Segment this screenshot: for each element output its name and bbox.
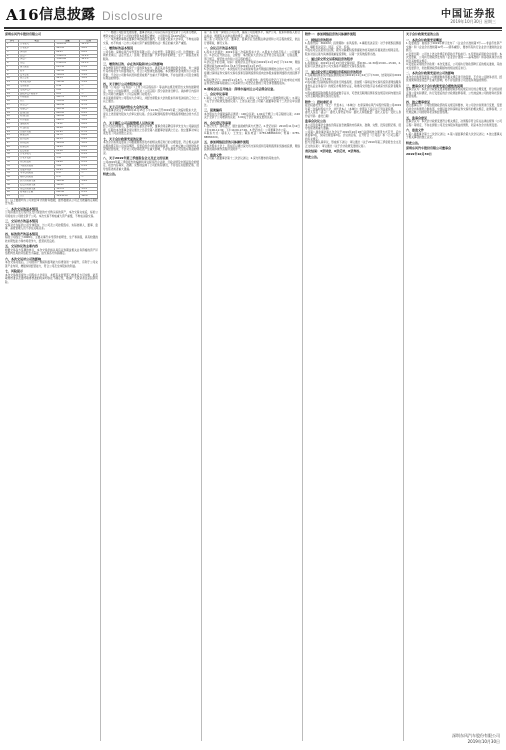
table-cell: 17 bbox=[6, 104, 19, 108]
table-header-cell: 金额 bbox=[55, 39, 80, 43]
table-cell: 24 bbox=[6, 130, 19, 134]
column-divider bbox=[403, 31, 404, 741]
table-cell: 基本每股收益 bbox=[19, 172, 55, 176]
table-cell: 412.70 bbox=[55, 96, 80, 100]
table-cell: 8.07 bbox=[55, 153, 80, 157]
table-cell: 14 bbox=[6, 92, 19, 96]
section-subheading: 8.现场会议召开地点：深圳市福田区公司总部会议室。 bbox=[204, 86, 277, 91]
table-cell: 23 bbox=[6, 126, 19, 130]
paragraph: 5.会议的召开方式：本次股东大会采用现场表决与网络投票相结合的方式召开。公司将通过深圳证券交易所交易系统和互联网投票系统向全体股东提供网络形式的投票平台。 bbox=[204, 68, 300, 78]
table-cell: 35.2% bbox=[80, 54, 98, 58]
table-cell: 612.88 bbox=[55, 191, 80, 195]
company-title: 深圳东风汽车股份有限公司 bbox=[5, 32, 42, 36]
table-cell: 每股收益 bbox=[19, 85, 55, 89]
paragraph: 公司第八届监事会第九次会议于2019年10月28日以现场结合通讯方式召开，应出席监事3名，实际出席监事3名。会议的召集、召开符合《公司法》和《公司章程》的有关规定。 bbox=[305, 130, 401, 141]
paragraph: 根据《公司法》《证券法》《上市公司章程指引》等法律法规及规范性文件的最新规定，结合公司实际情况，公司拟对《公司章程》部分条款进行修订。具体修订内容详见公司同日披露的《公司章程修订对照表》。 bbox=[103, 86, 199, 96]
table-cell: 每股净资产 bbox=[19, 88, 55, 92]
table-cell: 经营活动现金流 bbox=[19, 179, 55, 183]
table-cell: 3,540.78 bbox=[55, 54, 80, 58]
newspaper-logo: 中国证券报 bbox=[441, 9, 496, 20]
paragraph: 2.变更日期：公司自上述文件规定的起始日开始执行。3.变更前采用的会计政策：本次变更前，公司执行财政部发布的《企业会计准则——基本准则》和各项具体会计准则及其他相关规定。 bbox=[406, 52, 502, 63]
table-cell: 5 bbox=[6, 58, 19, 62]
table-cell: 0.4% bbox=[80, 145, 98, 149]
table-cell: 营业收入 bbox=[19, 43, 55, 47]
table-cell: 6.23 bbox=[55, 92, 80, 96]
paragraph: 根据交易各方签署的协议，本次交易价格以具有证券期货相关业务资格的资产评估机构出具的评估报告为基础，由交易各方协商确定。 bbox=[5, 248, 98, 256]
paragraph: （二）本次增资事项在董事会审批权限范围内，无需提交股东大会审议，不构成关联交易，亦不构成《上市公司重大资产重组管理办法》规定的重大资产重组。 bbox=[103, 38, 199, 45]
column-5 bbox=[406, 31, 502, 746]
table-cell: 10 bbox=[6, 77, 19, 81]
section-subheading: 五、监事会意见 bbox=[406, 115, 428, 120]
paragraph: 公司2019年第三季度报告的编制和审议程序符合法律、行政法规及中国证监会的规定，报告内容真实、准确、完整地反映了公司的实际情况，不存在任何虚假记载、误导性陈述或者重大遗漏。 bbox=[103, 160, 199, 171]
section-subheading: 五、交易协议的主要内容 bbox=[5, 244, 39, 249]
table-cell: 现金流量 bbox=[19, 66, 55, 70]
paragraph: 3.股东对总议案进行投票，视为对除累积投票提案外的其他所有提案表达相同意见。股东对总议案与具体提案重复投票时，以第一次有效投票为准。 bbox=[305, 49, 401, 56]
table-cell: 盈余公积 bbox=[19, 77, 55, 81]
table-cell: 2.1% bbox=[80, 66, 98, 70]
paragraph: 董事会认为：本次会计政策变更是根据财政部相关规定进行的合理变更，符合相关规定和公司实际情况，执行变更后的会计政策能够客观、公允地反映公司的财务状况和经营成果。 bbox=[406, 88, 502, 98]
table-cell: 无形资产 bbox=[19, 107, 55, 111]
table-cell: 12.5% bbox=[80, 43, 98, 47]
section-subheading: 二、本次交易的基本情况 bbox=[5, 206, 39, 211]
table-cell: 投资收益 bbox=[19, 149, 55, 153]
table-cell: 0.4% bbox=[80, 126, 98, 130]
table-cell: 6 bbox=[6, 62, 19, 66]
table-cell: 15 bbox=[6, 96, 19, 100]
table-cell: 512.90 bbox=[55, 81, 80, 85]
table-cell: 30 bbox=[6, 153, 19, 157]
table-cell: 少数股东损益 bbox=[19, 164, 55, 168]
section-subheading: 八、关于2019年第三季度报告全文及正文的议案 bbox=[103, 156, 169, 160]
table-cell: 28 bbox=[6, 145, 19, 149]
table-cell: 32 bbox=[6, 161, 19, 165]
table-cell: 1.2% bbox=[80, 107, 98, 111]
table-cell: 21.1% bbox=[80, 62, 98, 66]
table-cell: 短期借款 bbox=[19, 115, 55, 119]
table-cell: 37 bbox=[6, 179, 19, 183]
paragraph: 委托人签名（盖章）：委托人身份证号码：委托人持股数量：受托人签名：受托人身份证号码：委托日期： bbox=[305, 111, 401, 118]
section-subheading: 一、会议召开的基本情况 bbox=[204, 46, 238, 50]
table-cell: 100% bbox=[80, 195, 98, 199]
table-cell: 7 bbox=[6, 66, 19, 70]
table-cell: 稀释每股收益 bbox=[19, 176, 55, 180]
section-subheading: 附件二：授权委托书 bbox=[305, 99, 333, 104]
page-number: A16 bbox=[6, 6, 39, 24]
table-cell: 3.0% bbox=[80, 119, 98, 123]
table-cell: 125.15 bbox=[55, 187, 80, 191]
table-cell: 44.08 bbox=[55, 126, 80, 130]
paragraph: 兹全权委托先生（女士）代表本人（本单位）出席深圳东风汽车股份有限公司2019年第二次临时股东大会，并代表本人（本单位）依照以下指示对下列议案投票。 bbox=[305, 104, 401, 111]
table-cell: — bbox=[80, 183, 98, 187]
section-subheading: 附件一：参加网络投票的具体操作流程 bbox=[305, 32, 357, 36]
section-subheading: 2019年10月30日 bbox=[406, 151, 432, 156]
paragraph: 标的公司成立于2008年，主要从事汽车零部件的研发、生产和销售，具有较强的技术研发能力和市场竞争力，经营状况良好。 bbox=[5, 236, 98, 243]
table-cell: 39 bbox=[6, 187, 19, 191]
table-cell: 0.7% bbox=[80, 130, 98, 134]
table-cell: 76.12 bbox=[55, 123, 80, 127]
table-cell: 预收款项 bbox=[19, 123, 55, 127]
section-subheading: 监事会决议公告 bbox=[305, 119, 327, 123]
section-subheading: 四、标的资产的基本情况 bbox=[5, 231, 39, 236]
table-cell: 2 bbox=[6, 47, 19, 51]
table-cell: 6.1% bbox=[80, 191, 98, 195]
table-cell: 8 bbox=[6, 69, 19, 73]
paragraph: 2.股东通过互联网投票系统进行网络投票，需按照《深圳证券交易所投资者网络服务身份认证业务指引》的规定办理身份认证，取得深交所数字证书或深交所投资者服务密码。 bbox=[305, 81, 401, 91]
table-cell: 1.0% bbox=[80, 77, 98, 81]
table-cell: 35 bbox=[6, 172, 19, 176]
table-cell: 96.54 bbox=[55, 77, 80, 81]
paragraph: 3.股东根据获取的服务密码或数字证书，可登录互联网投票系统在规定时间内通过深交所互联网投票系统进行投票。 bbox=[305, 91, 401, 98]
table-cell: 6.4% bbox=[80, 111, 98, 115]
table-cell: 其他应付款 bbox=[19, 130, 55, 134]
paragraph: 1.审议《关于修订公司章程的议案》；2.审议《关于全资子公司增资的议案》；3.审议《关于会计政策变更的议案》。上述议案已经公司第八届董事会第十二次会议审议通过。 bbox=[204, 96, 300, 107]
table-cell: 总资产 bbox=[19, 54, 55, 58]
table-cell: 3.1% bbox=[80, 73, 98, 77]
paragraph: 本次股东大会提案编码示例表：100总议案；1.00关于修订公司章程的议案；2.00关于全资子公司增资的议案；3.00关于会计政策变更的议案。 bbox=[204, 112, 300, 119]
paragraph: 第二条 公司股东大会、董事会、监事会应当按照法律法规和公司章程的规定，依法行使职权，履行义务。 bbox=[204, 38, 300, 45]
paragraph: 4.会议召开的日期、时间：现场会议召开时间为2019年11月15日下午14:30；网络投票时间为2019年11月14日至2019年11月15日。 bbox=[204, 61, 300, 68]
table-cell: 0.0% bbox=[80, 157, 98, 161]
table-cell: 980.44 bbox=[55, 104, 80, 108]
paragraph: 注：以上数据均为公司未经审计的财务数据，最终数据以公司正式披露的定期报告为准。 bbox=[5, 198, 98, 206]
section-subheading: 五、关于召开临时股东大会的议案 bbox=[103, 104, 149, 109]
section-subheading: 三、通过深交所互联网投票系统投票的程序 bbox=[305, 69, 363, 74]
section-subheading: 二、会议审议事项 bbox=[204, 92, 229, 96]
table-cell: 1.2% bbox=[80, 187, 98, 191]
table-cell: 88.45 bbox=[55, 50, 80, 54]
table-cell: 502.00 bbox=[55, 69, 80, 73]
table-cell: 5.1% bbox=[80, 81, 98, 85]
table-cell: 长期借款 bbox=[19, 111, 55, 115]
column-4 bbox=[305, 31, 401, 746]
paragraph: 公司拟通过发行股份及支付现金的方式购买标的资产，本次交易完成后，标的公司将成为公司的全资子公司。本次交易不构成重大资产重组，不构成关联交易。 bbox=[5, 211, 98, 218]
table-cell: 合计 bbox=[19, 195, 55, 199]
table-cell: 120.36 bbox=[55, 107, 80, 111]
table-cell: 管理费用 bbox=[19, 142, 55, 146]
financial-table bbox=[5, 39, 98, 199]
table-cell: 所得税费用 bbox=[19, 161, 55, 165]
table-cell: 21 bbox=[6, 119, 19, 123]
section-subheading: 深圳东风汽车股份有限公司董事会 bbox=[406, 146, 452, 150]
section-subheading: 一、网络投票的程序 bbox=[305, 37, 333, 42]
paragraph: 公司名称：深圳东风汽车零部件有限公司；企业类型：有限责任公司；注册地址：深圳市龙岗区；法定代表人：张明；经营范围：汽车零部件的研发、生产、销售及技术服务。 bbox=[103, 50, 199, 61]
table-cell: 9 bbox=[6, 73, 19, 77]
table-cell: 12 bbox=[6, 85, 19, 89]
table-cell: 16 bbox=[6, 100, 19, 104]
section-subheading: 三、交易对方的基本情况 bbox=[5, 219, 39, 224]
table-header-cell: 序号 bbox=[6, 39, 19, 43]
table-body bbox=[6, 43, 98, 199]
column-divider bbox=[100, 31, 101, 741]
section-subheading: 四、会议登记等事项 bbox=[204, 120, 232, 125]
table-cell: 14.1% bbox=[80, 58, 98, 62]
paragraph: 1.股东大会届次：2019年第二次临时股东大会。2.股东大会的召集人：公司董事会。3.会议召开的合法、合规性：本次股东大会会议召开符合有关法律、行政法规、部门规章、规范性文件和公司章程的规定。 bbox=[204, 50, 300, 61]
paragraph: 1.投票代码：360XXX；投票简称：东风投票。2.填报表决意见：对于非累积投票提案，填报表决意见：同意、反对、弃权。 bbox=[305, 42, 401, 49]
paragraph: 本次交易完成后，公司的资产规模和盈利能力将得到进一步提升，有利于公司完善产业布局，增强持续经营能力，符合公司及全体股东的利益。 bbox=[5, 261, 98, 268]
footer-company: 深圳东风汽车股份有限公司 bbox=[452, 733, 500, 738]
paragraph: 独立董事认为：公司依照财政部的有关规定和要求，对公司会计政策进行变更，变更后的会计政策符合财政部、中国证监会和深圳证券交易所的相关规定，能够客观、公允地反映公司的财务状况和经营成果。 bbox=[406, 104, 502, 114]
table-cell: 20 bbox=[6, 115, 19, 119]
table-cell: — bbox=[80, 88, 98, 92]
table-cell: 92.35 bbox=[55, 138, 80, 142]
column-2 bbox=[103, 31, 199, 746]
table-cell: 负债 bbox=[19, 62, 55, 66]
paragraph: （一）根据公司经营发展需要，董事会同意公司以自有资金对全资子公司进行增资，增资完成后全资子公司的注册资本将相应增加，公司仍持有其100%股权。 bbox=[103, 31, 199, 38]
paragraph: 监事会认为：本次会计政策变更符合相关规定，决策程序符合有关法律法规和《公司章程》等规定，不存在损害公司及全体股东利益的情形，同意本次会计政策变更。 bbox=[406, 120, 502, 127]
table-cell: 29.48 bbox=[55, 161, 80, 165]
table-cell: 36 bbox=[6, 176, 19, 180]
table-cell: 营业外收入 bbox=[19, 153, 55, 157]
paragraph: 本次增资有利于增强全资子公司的资本实力，满足其业务发展的资金需求，进一步提升其市场竞争力和盈利能力，符合公司整体发展战略。本次增资资金来源为公司自有资金，不会对公司财务状况和经营成果产生重大不利影响，不存在损害公司及全体股东利益的情形。 bbox=[103, 66, 199, 80]
table-cell: 13 bbox=[6, 88, 19, 92]
table-cell: 净资产 bbox=[19, 58, 55, 62]
section-subheading: 七、关于会计政策变更的议案 bbox=[103, 136, 143, 141]
table-cell: -96.25 bbox=[55, 183, 80, 187]
table-cell: 5.0% bbox=[80, 69, 98, 73]
paragraph: 公司董事会决定于2019年11月15日下午14:30召开2019年第二次临时股东大会，审议上述需提交股东大会审议的议案。会议采取现场投票与网络投票相结合的方式召开。 bbox=[103, 109, 199, 119]
paragraph: 1.公司第八届董事会第十二次会议决议；2.深交所要求的其他文件。 bbox=[204, 157, 282, 160]
table-cell: 33 bbox=[6, 164, 19, 168]
page-footer bbox=[452, 733, 500, 745]
section-subheading: 特此公告。 bbox=[305, 154, 321, 159]
table-cell: 净利润 bbox=[19, 50, 55, 54]
table-cell: 29 bbox=[6, 149, 19, 153]
paragraph: 1.投票时间：2019年11月15日的交易时间，即9:30—11:30和13:00—15:00。2.股东可以登录证券公司交易客户端通过交易系统投票。 bbox=[305, 61, 401, 68]
section-subheading: 四、独立董事意见 bbox=[406, 99, 431, 104]
table-cell: 640.00 bbox=[55, 111, 80, 115]
table-cell: 4 bbox=[6, 54, 19, 58]
table-cell: 固定资产 bbox=[19, 104, 55, 108]
table-cell: 筹资活动现金流 bbox=[19, 187, 55, 191]
table-cell: 0.3% bbox=[80, 161, 98, 165]
table-cell: 11 bbox=[6, 81, 19, 85]
table-cell: 186.40 bbox=[55, 179, 80, 183]
section-subheading: 特此公告。 bbox=[103, 172, 119, 176]
table-cell: 期末现金余额 bbox=[19, 191, 55, 195]
table-cell: 2.83 bbox=[55, 88, 80, 92]
header-rule-thick bbox=[4, 27, 502, 29]
table-cell: — bbox=[80, 176, 98, 180]
table-cell: — bbox=[80, 92, 98, 96]
paragraph: 经公司总经理提名，董事会提名委员会审核，董事会同意聘任李华先生为公司副总经理，任期自本次董事会审议通过之日起至第八届董事会届满之日止。独立董事对本议案发表了同意的独立意见。 bbox=[103, 125, 199, 135]
table-cell: 58.71 bbox=[55, 134, 80, 138]
table-cell: 0.1% bbox=[80, 164, 98, 168]
section-subheading: 特此公告。 bbox=[406, 140, 422, 145]
page-header bbox=[6, 4, 500, 26]
table-cell: 380.00 bbox=[55, 115, 80, 119]
section-subheading: 三、提案编码 bbox=[204, 108, 223, 112]
table-cell: 3 bbox=[6, 50, 19, 54]
table-cell: 归母净利润 bbox=[19, 168, 55, 172]
paragraph: 交易对方为标的公司全体股东，与公司及公司控股股东、实际控制人、董事、监事、高级管理人员不存在关联关系。 bbox=[5, 223, 98, 231]
section-subheading: 六、备查文件 bbox=[406, 128, 425, 132]
section-subheading: 关于会计政策变更的公告 bbox=[406, 32, 440, 36]
table-cell: 财务费用 bbox=[19, 145, 55, 149]
paragraph: 经与会监事认真审议，形成如下决议：审议通过《关于2019年第三季度报告全文及正文的议案》；审议通过《关于会计政策变更的议案》。 bbox=[305, 141, 401, 148]
section-subheading: 七、风险提示 bbox=[5, 269, 24, 274]
section-title-en: Disclosure bbox=[102, 9, 164, 23]
table-cell: — bbox=[80, 172, 98, 176]
column-1 bbox=[5, 31, 98, 738]
table-cell: 研发费用 bbox=[19, 134, 55, 138]
table-cell: 0.18 bbox=[55, 85, 80, 89]
table-cell: 3.15 bbox=[55, 157, 80, 161]
table-cell: 0.1% bbox=[80, 153, 98, 157]
column-divider bbox=[201, 31, 202, 741]
paragraph: 1.变更原因：财政部于2019年修订发布了《企业会计准则第7号——非货币性资产交换》和《企业会计准则第12号——债务重组》，要求所有执行企业会计准则的企业施行。 bbox=[406, 42, 502, 52]
table-cell: 31 bbox=[6, 157, 19, 161]
table-cell: 65.93 bbox=[55, 130, 80, 134]
section-subheading: 三、董事会关于会计政策变更合理性的说明 bbox=[406, 83, 464, 88]
section-subheading: 三、增资的目的、存在的风险和对公司的影响 bbox=[103, 62, 164, 66]
section-subheading: 五、参加网络投票的具体操作流程 bbox=[204, 140, 250, 144]
table-cell: 应付账款 bbox=[19, 119, 55, 123]
table-cell: 965.10 bbox=[55, 47, 80, 51]
section-subheading: 六、备查文件 bbox=[204, 152, 223, 157]
table-cell: 0.8% bbox=[80, 168, 98, 172]
issue-date: 2019年10月30日 星期三 bbox=[450, 19, 496, 24]
table-header-cell: 比例 bbox=[80, 39, 98, 43]
table-cell: 0.2% bbox=[80, 149, 98, 153]
table-cell: 27 bbox=[6, 142, 19, 146]
section-title: 信息披露 bbox=[39, 7, 95, 23]
table-cell: 0.17 bbox=[55, 172, 80, 176]
table-cell: 26 bbox=[6, 138, 19, 142]
paragraph: 4.联系方式：联系人：王先生；联系电话：0755-8888XXXX；传真：0755-8888XXXX。 bbox=[204, 132, 300, 139]
section-subheading: 二、通过深交所交易系统投票的程序 bbox=[305, 57, 354, 61]
table-cell: 1 bbox=[6, 43, 19, 47]
table-cell: 资本公积 bbox=[19, 73, 55, 77]
section-subheading: 六、关于聘任公司高级管理人员的议案 bbox=[103, 120, 155, 125]
table-cell: 营业外支出 bbox=[19, 157, 55, 161]
column-divider bbox=[302, 31, 303, 741]
table-cell: 1.0% bbox=[80, 142, 98, 146]
paragraph: 第一条 为进一步规范公司运作，提高公司治理水平，保护公司、股东和债权人的合法权益，根据有关法律法规的规定，制定本办法。 bbox=[204, 31, 300, 38]
table-cell: 2,120.12 bbox=[55, 62, 80, 66]
table-cell: 34 bbox=[6, 168, 19, 172]
table-cell: 未分配利润 bbox=[19, 81, 55, 85]
section-subheading: 二、本次会计政策变更对公司的影响 bbox=[406, 71, 455, 75]
footer-date: 2019年10月30日 bbox=[467, 739, 500, 744]
table-cell: 1,256.32 bbox=[55, 43, 80, 47]
table-header-cell: 项目 bbox=[19, 39, 55, 43]
table-cell: 82.83 bbox=[55, 168, 80, 172]
table-cell: 应交税费 bbox=[19, 126, 55, 130]
table-cell: 8.8% bbox=[80, 50, 98, 54]
paragraph: 本次会计政策变更是公司根据财政部相关规定进行的变更，不会对公司财务状况、经营成果和现金流量产生重大影响，亦不存在损害公司及股东利益的情形。 bbox=[406, 75, 502, 82]
table-cell: 1.9% bbox=[80, 179, 98, 183]
column-3 bbox=[204, 31, 300, 746]
table-cell: 投资活动现金流 bbox=[19, 183, 55, 187]
table-cell: 25 bbox=[6, 134, 19, 138]
table-cell: 3.5% bbox=[80, 100, 98, 104]
table-cell: 9.6% bbox=[80, 47, 98, 51]
paragraph: 在本次股东大会上，股东可以通过深交所交易系统和互联网投票系统参加投票，网络投票的具体操作流程详见附件一。 bbox=[204, 144, 300, 151]
paragraph: 本公司及监事会全体成员保证信息披露的内容真实、准确、完整，没有虚假记载、误导性陈述或重大遗漏。 bbox=[305, 123, 401, 130]
section-subheading: 四、关于修订公司章程的议案 bbox=[103, 81, 143, 86]
paragraph: 本次交易尚需提交公司股东大会审议，并经有关监管部门核准后方可实施，能否取得核准以及最终取得核准的时间均存在不确定性，敬请广大投资者注意投资风险。 bbox=[5, 273, 98, 284]
table-cell: 19 bbox=[6, 111, 19, 115]
section-subheading: 表决结果：3票同意，0票反对，0票弃权。 bbox=[305, 149, 363, 153]
paragraph: 4.变更后采用的会计政策：本次变更后，公司将执行财政部修订后的相关准则，其他未变更部分，仍按照财政部前期颁布的相关规定执行。 bbox=[406, 63, 502, 70]
table-cell: 9.7% bbox=[80, 104, 98, 108]
table-cell: 销售费用 bbox=[19, 138, 55, 142]
table-row bbox=[6, 195, 98, 199]
table-cell: 41 bbox=[6, 195, 19, 199]
table-cell: 0.6% bbox=[80, 134, 98, 138]
column-1-text bbox=[5, 199, 98, 285]
section-subheading: 六、本次交易对公司的影响 bbox=[5, 256, 42, 261]
paragraph: 1.登记方式：现场登记、通过信函或传真方式登记。2.登记时间：2019年11月12日上午9:00-11:30，下午14:00-17:00。3.登记地点：公司董事会办公室。 bbox=[204, 125, 300, 132]
table-cell: 5.62 bbox=[55, 164, 80, 168]
table-cell: 0.9% bbox=[80, 138, 98, 142]
table-cell: 0.8% bbox=[80, 123, 98, 127]
table-cell: 22 bbox=[6, 123, 19, 127]
table-cell: 3.8% bbox=[80, 115, 98, 119]
section-subheading: 二、增资标的基本情况 bbox=[103, 46, 134, 50]
table-cell: 22.16 bbox=[55, 149, 80, 153]
table-cell: 18 bbox=[6, 107, 19, 111]
table-cell: 310.22 bbox=[55, 73, 80, 77]
table-cell: 4.1% bbox=[80, 96, 98, 100]
table-cell: 215.30 bbox=[55, 66, 80, 70]
table-cell: 38 bbox=[6, 183, 19, 187]
section-subheading: 一、本次会计政策变更概述 bbox=[406, 37, 443, 42]
table-cell: 298.57 bbox=[55, 119, 80, 123]
table-cell: 股本 bbox=[19, 69, 55, 73]
table-cell: 营业成本 bbox=[19, 47, 55, 51]
paragraph: 1.互联网投票系统开始投票的时间为2019年11月14日下午3:00，结束时间为2019年11月15日下午3:00。 bbox=[305, 74, 401, 81]
table-cell: 0.17 bbox=[55, 176, 80, 180]
table-cell: 1,420.66 bbox=[55, 58, 80, 62]
paragraph: 6.股权登记日：2019年11月8日。7.出席对象：截至股权登记日下午收市时在中国证券登记结算有限责任公司深圳分公司登记在册的公司全体普通股股东。 bbox=[204, 78, 300, 85]
table-cell: 104.82 bbox=[55, 142, 80, 146]
table-cell: 10,058.36 bbox=[55, 195, 80, 199]
table-cell: 40 bbox=[6, 191, 19, 195]
table-cell: 应收账款 bbox=[19, 96, 55, 100]
table-cell: 加权净资产收益率 bbox=[19, 92, 55, 96]
table-cell: 356.18 bbox=[55, 100, 80, 104]
table-cell: 36.49 bbox=[55, 145, 80, 149]
paragraph: 本议案尚需提交公司股东大会审议，并经出席股东大会的股东所持表决权的三分之二以上通过。 bbox=[103, 96, 199, 103]
table-cell: 存货 bbox=[19, 100, 55, 104]
table-cell: — bbox=[80, 85, 98, 89]
paragraph: 1.第八届董事会第十二次会议决议；2.第八届监事会第九次会议决议；3.独立董事关于相关事项的独立意见。 bbox=[406, 132, 502, 139]
paragraph: 本次会计政策变更是公司根据财政部发布的相关规定进行的合理变更，符合相关法律法规的规定和公司实际情况，变更后的会计政策能够客观、公允地反映公司的财务状况和经营成果，不会对公司财务报表产生重大影响，不存在损害公司及股东利益的情况。 bbox=[103, 141, 199, 155]
